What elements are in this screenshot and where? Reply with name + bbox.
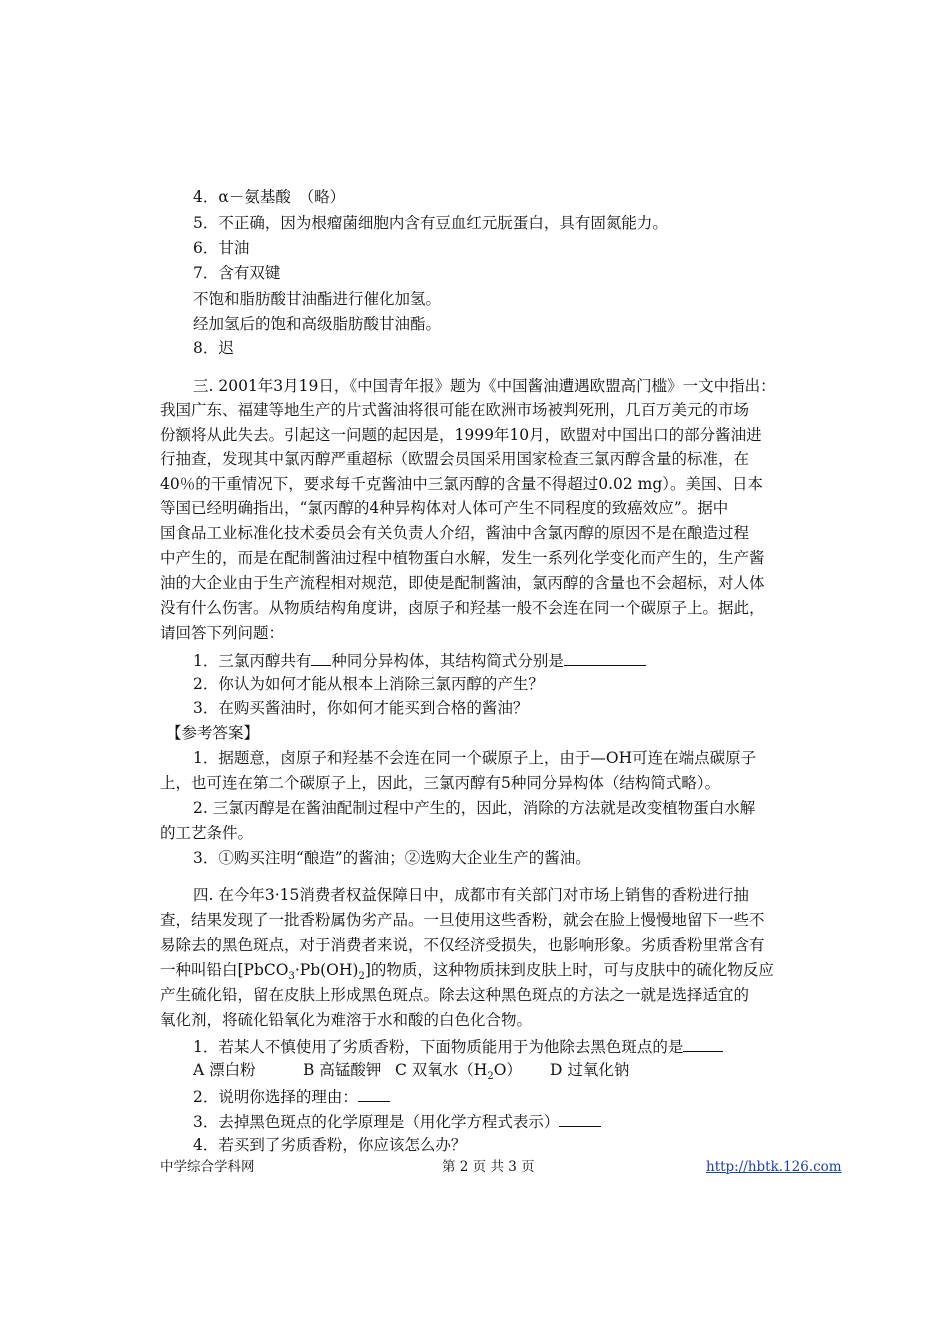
option-a: A 漂白粉 (193, 1061, 256, 1079)
section4-question-4: 4．若买到了劣质香粉，你应该怎么办？ (193, 1136, 467, 1154)
answer-7-detail-2: 经加氢后的饱和高级脂肪酸甘油酯。 (193, 315, 442, 333)
section3-line-9: 油的大企业由于生产流程相对规范，即使是配制酱油，氯丙醇的含量也不会超标，对人体 (160, 574, 765, 592)
section3-question-1 (193, 648, 646, 672)
section4-line-6: 氧化剂，将硫化铅氧化为难溶于水和酸的白色化合物。 (160, 1011, 533, 1029)
section4-question-1 (193, 1034, 723, 1058)
section3-line-3: 份额将从此失去。引起这一问题的起因是，1999年10月，欧盟对中国出口的部分酱油进 (160, 426, 762, 444)
question-1-middle: 种同分异构体，其结构简式分别是 (331, 652, 564, 670)
reference-answer-1-line-1: 1．据题意，卤原子和羟基不会连在同一个碳原子上，由于—OH可连在端点碳原子 (193, 749, 757, 767)
section4-line-2: 查，结果发现了一批香粉属伪劣产品。一旦使用这些香粉，就会在脸上慢慢地留下一些不 (160, 911, 765, 929)
section3-line-4: 行抽查，发现其中氯丙醇严重超标（欧盟会员国采用国家检查三氯丙醇含量的标准，在 (160, 450, 750, 468)
footer-link[interactable]: http://hbtk.126.com (706, 1159, 842, 1175)
footer-site-name: 中学综合学科网 (160, 1159, 255, 1175)
question-3-text: 3．去掉黑色斑点的化学原理是（用化学方程式表示） (193, 1113, 560, 1131)
answer-5: 5．不正确，因为根瘤菌细胞内含有豆血红元朊蛋白，具有固氮能力。 (193, 214, 668, 232)
answer-blank[interactable] (358, 1084, 390, 1102)
footer-page-number: 第 2 页 共 3 页 (442, 1159, 535, 1175)
section3-line-5: 40％的干重情况下，要求每千克酱油中三氯丙醇的含量不得超过0.02 mg）。美国、日本 (160, 475, 764, 493)
answer-blank[interactable] (559, 1109, 601, 1127)
section4-question-3 (193, 1109, 601, 1133)
section3-line-8: 中产生的，而是在配制酱油过程中植物蛋白水解，发生一系列化学变化而产生的，生产酱 (160, 549, 765, 567)
section3-line-2: 我国广东、福建等地生产的片式酱油将很可能在欧洲市场被判死刑，几百万美元的市场 (160, 401, 750, 419)
option-c-suffix: O） (493, 1061, 522, 1079)
answer-4: 4．α－氨基酸 （略） (193, 188, 346, 206)
formula-middle: ·Pb(OH) (294, 961, 359, 979)
answer-7: 7．含有双键 (193, 264, 281, 282)
subscript: 3 (288, 971, 295, 983)
question-1-prefix: 1．三氯丙醇共有 (193, 652, 312, 670)
subscript: 2 (487, 1071, 494, 1083)
section3-question-2: 2．你认为如何才能从根本上消除三氯丙醇的产生？ (193, 675, 544, 693)
section3-line-11: 请回答下列问题： (160, 624, 285, 642)
answer-8: 8．迟 (193, 339, 234, 357)
option-c (395, 1059, 550, 1081)
answer-blank[interactable] (564, 648, 646, 666)
reference-answer-title: 【参考答案】 (166, 724, 260, 742)
section3-line-7: 国食品工业标准化技术委员会有关负责人介绍，酱油中含氯丙醇的原因不是在酿造过程 (160, 524, 750, 542)
subscript: 2 (358, 971, 365, 983)
section3-question-3: 3．在购买酱油时，你如何才能买到合格的酱油？ (193, 699, 529, 717)
option-d: D 过氧化钠 (550, 1061, 630, 1079)
reference-answer-3: 3．①购买注明“酿造”的酱油；②选购大企业生产的酱油。 (193, 849, 591, 867)
section4-line-5: 产生硫化铅，留在皮肤上形成黑色斑点。除去这种黑色斑点的方法之一就是选择适宜的 (160, 986, 750, 1004)
section4-line-1: 四. 在今年3·15消费者权益保障日中，成都市有关部门对市场上销售的香粉进行抽 (193, 886, 749, 904)
answer-6: 6．甘油 (193, 239, 250, 257)
question-2-text: 2．说明你选择的理由： (193, 1088, 358, 1106)
section4-options (193, 1059, 629, 1081)
section3-line-10: 没有什么伤害。从物质结构角度讲，卤原子和羟基一般不会连在同一个碳原子上。据此， (160, 599, 765, 617)
section3-line-1: 三. 2001年3月19日，《中国青年报》题为《中国酱油遭遇欧盟高门槛》一文中指出： (193, 377, 776, 395)
answer-blank[interactable] (683, 1034, 723, 1052)
question-1-text: 1．若某人不慎使用了劣质香粉，下面物质能用于为他除去黑色斑点的是 (193, 1038, 684, 1056)
formula-suffix: ]的物质，这种物质抹到皮肤上时，可与皮肤中的硫化物反应 (364, 961, 774, 979)
section3-line-6: 等国已经明确指出，“氯丙醇的4种异构体对人体可产生不同程度的致癌效应”。据中 (160, 499, 729, 517)
reference-answer-2-line-2: 的工艺条件。 (160, 824, 254, 842)
option-b: B 高锰酸钾 (303, 1061, 382, 1079)
formula-prefix: 一种叫铅白[PbCO (160, 961, 289, 979)
answer-blank[interactable] (311, 648, 331, 666)
section4-line-3: 易除去的黑色斑点，对于消费者来说，不仅经济受损失，也影响形象。劣质香粉里常含有 (160, 936, 765, 954)
section4-line-4 (160, 959, 774, 981)
answer-7-detail-1: 不饱和脂肪酸甘油酯进行催化加氢。 (193, 290, 442, 308)
reference-answer-1-line-2: 上，也可连在第二个碳原子上，因此，三氯丙醇有5种同分异构体（结构简式略）。 (160, 774, 721, 792)
reference-answer-2-line-1: 2. 三氯丙醇是在酱油配制过程中产生的，因此，消除的方法就是改变植物蛋白水解 (193, 799, 756, 817)
section4-question-2 (193, 1084, 390, 1108)
option-c-prefix: C 双氧水（H (395, 1061, 488, 1079)
